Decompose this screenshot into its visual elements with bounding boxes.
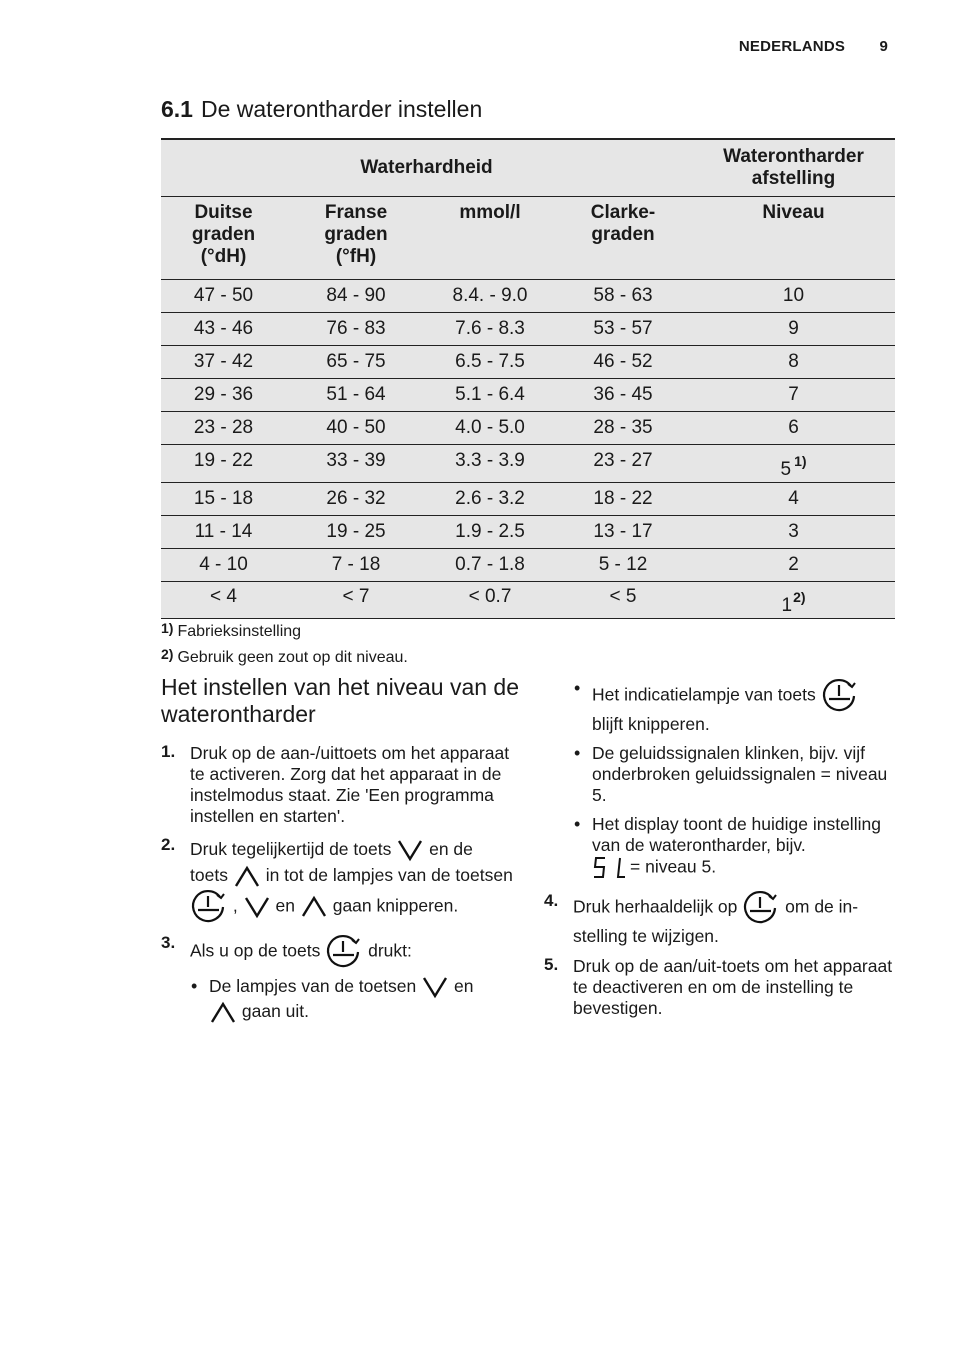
col-header-fh: Franse graden (°fH): [324, 202, 388, 267]
chevron-up-icon: [209, 1001, 237, 1025]
cell-clarke: 36 - 45: [593, 384, 653, 405]
cell-clarke: 58 - 63: [593, 285, 653, 306]
cell-level: 2: [788, 554, 799, 575]
water-hardness-table: [161, 138, 895, 619]
clock-program-icon: [742, 890, 780, 926]
step-3-bullet: • De lampjes van de toetsen en gaan uit.: [209, 974, 515, 1025]
bullet-icon: •: [191, 975, 198, 996]
cell-clarke: 5 - 12: [598, 554, 648, 575]
table-row: [161, 549, 895, 582]
chevron-up-icon: [300, 895, 328, 919]
cell-level: 5 $^{1)}$: [780, 453, 807, 480]
cell-dh: 15 - 18: [193, 488, 254, 509]
cell-level: 6: [788, 417, 799, 438]
footnote-2: 2) Gebruik geen zout op dit niveau.: [161, 646, 408, 666]
chevron-up-icon: [233, 865, 261, 889]
cell-mmol: 0.7 - 1.8: [455, 554, 525, 575]
cell-clarke: 18 - 22: [593, 488, 653, 509]
section-number: 6.1: [161, 96, 193, 122]
seven-segment-display-icon: [592, 856, 628, 880]
cell-mmol: 5.1 - 6.4: [455, 384, 525, 405]
cell-level: 10: [782, 285, 805, 306]
page-header: [739, 38, 888, 55]
cell-dh: 43 - 46: [193, 318, 254, 339]
cell-dh: 47 - 50: [193, 285, 254, 306]
bullet-icon: •: [574, 814, 581, 834]
cell-mmol: 7.6 - 8.3: [455, 318, 525, 339]
table-row: [161, 379, 895, 412]
cell-level: 3: [788, 521, 799, 542]
table-row: [161, 516, 895, 549]
cell-fh: 65 - 75: [326, 351, 386, 372]
col-header-dh: Duitse graden (°dH): [191, 202, 256, 267]
cell-dh: 29 - 36: [193, 384, 254, 405]
result-bullet-1: • Het indicatielampje van toets blijft knipperen.: [592, 678, 898, 735]
chevron-down-icon: [243, 895, 271, 919]
step-3: 3. Als u op de toets drukt: • De lampjes van de toetsen en gaan uit.: [190, 934, 515, 1025]
cell-fh: 51 - 64: [326, 384, 386, 405]
cell-fh: 40 - 50: [326, 417, 386, 438]
group-header-waterhardheid: Waterhardheid: [360, 157, 493, 178]
result-bullet-2: • De geluidssignalen klinken, bijv. vijf onderbroken geluidssignalen = niveau 5.: [574, 743, 888, 805]
step-4: 4. Druk herhaaldelijk op om de instelling te wijzigen.: [544, 891, 859, 946]
language-label: NEDERLANDS: [738, 38, 846, 55]
section-heading: De waterontharder instellen: [200, 96, 483, 122]
table-row: [161, 346, 895, 379]
clock-program-icon: [821, 678, 859, 714]
cell-clarke: 28 - 35: [593, 417, 653, 438]
cell-fh: 26 - 32: [326, 488, 386, 509]
cell-mmol: < 0.7: [468, 586, 512, 607]
cell-fh: < 7: [342, 586, 370, 607]
chevron-down-icon: [421, 975, 449, 999]
chevron-down-icon: [396, 838, 424, 862]
cell-level: 1$^{2)}$: [781, 589, 806, 616]
cell-level: 4: [788, 488, 799, 509]
table-row: [161, 412, 895, 445]
result-bullet-3: • Het display toont de huidige instelling van de waterontharder, bijv. = niveau 5.: [592, 814, 898, 880]
col-header-niveau: Niveau: [762, 202, 825, 223]
table-row: [161, 313, 895, 346]
bullet-icon: •: [574, 678, 581, 698]
section-title: [161, 96, 482, 123]
cell-mmol: 6.5 - 7.5: [455, 351, 525, 372]
cell-mmol: 2.6 - 3.2: [455, 488, 525, 509]
step-5: 5. Druk op de aan/uit-toets om het apparaat te deactiveren en om de instelling te bevestigen.: [544, 955, 893, 1018]
cell-fh: 19 - 25: [326, 521, 386, 542]
cell-clarke: < 5: [609, 586, 637, 607]
footnote-1: 1) Fabrieksinstelling: [161, 620, 302, 640]
cell-clarke: 53 - 57: [593, 318, 653, 339]
step-1: 1. Druk op de aan-/uittoets om het apparaat te activeren. Zorg dat het apparaat in de instelmodus staat. Zie 'Een programma instellen en starten'.: [161, 742, 510, 826]
cell-dh: 4 - 10: [199, 554, 248, 575]
cell-clarke: 23 - 27: [593, 450, 653, 471]
clock-program-icon: [325, 934, 363, 970]
cell-level: 9: [788, 318, 799, 339]
bullet-icon: •: [574, 743, 581, 763]
cell-dh: 23 - 28: [193, 417, 254, 438]
col-header-mmol: mmol/l: [459, 202, 521, 223]
cell-fh: 76 - 83: [326, 318, 386, 339]
step-2: 2. Druk tegelijkertijd de toets en de toets in tot de lampjes van de toetsen , en gaan knipperen.: [190, 836, 515, 925]
group-header-afstelling: Waterontharder afstelling: [723, 146, 864, 189]
cell-level: 8: [788, 351, 799, 372]
table-group-header-row: [161, 139, 895, 197]
steps-right-column: [544, 678, 898, 1028]
clock-program-icon: [190, 889, 228, 925]
subsection-title: Het instellen van het niveau van de waterontharder: [161, 674, 520, 727]
page-number: 9: [879, 38, 888, 55]
cell-dh: < 4: [210, 586, 237, 607]
cell-fh: 84 - 90: [326, 285, 386, 306]
footnote-mark: 1): [794, 453, 807, 469]
table-column-header-row: [161, 197, 895, 280]
cell-dh: 19 - 22: [193, 450, 254, 471]
cell-fh: 7 - 18: [331, 554, 381, 575]
table-row: [161, 582, 895, 619]
cell-mmol: 4.0 - 5.0: [455, 417, 525, 438]
cell-fh: 33 - 39: [326, 450, 386, 471]
table-row: [161, 483, 895, 516]
table-row: [161, 445, 895, 483]
footnote-mark: 2): [793, 589, 806, 605]
col-header-clarke: Clarke- graden: [590, 202, 656, 245]
cell-clarke: 46 - 52: [593, 351, 653, 372]
cell-dh: 11 - 14: [194, 521, 253, 542]
cell-mmol: 3.3 - 3.9: [455, 450, 525, 471]
cell-clarke: 13 - 17: [593, 521, 653, 542]
steps-left-column: [161, 742, 515, 1034]
cell-mmol: 1.9 - 2.5: [455, 521, 525, 542]
cell-level: 7: [788, 384, 799, 405]
table-row: [161, 280, 895, 313]
cell-dh: 37 - 42: [193, 351, 254, 372]
cell-mmol: 8.4. - 9.0: [452, 285, 528, 306]
